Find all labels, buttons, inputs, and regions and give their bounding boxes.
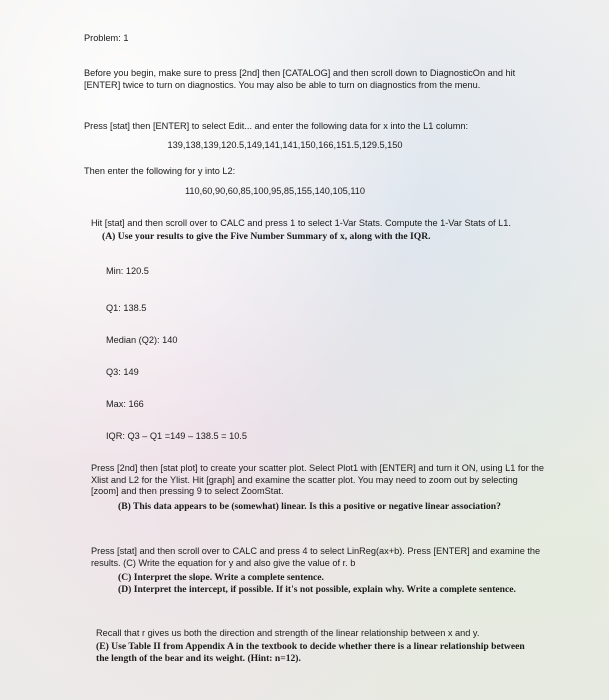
answer-iqr: IQR: Q3 – Q1 =149 – 138.5 = 10.5 bbox=[106, 431, 247, 441]
intro-instructions: Before you begin, make sure to press [2nd] then [CATALOG] and then scroll down to DiagnosticOn and hit [ENTER] twice to turn on diagnostics. You may also be able to turn on diagnostics from the menu. bbox=[84, 68, 516, 90]
recall-note: Recall that r gives us both the direction and strength of the linear relationship between x and y. bbox=[96, 628, 480, 638]
answer-max: Max: 166 bbox=[106, 399, 144, 409]
question-d: (D) Interpret the intercept, if possible. If it's not possible, explain why. Write a complete sentence. bbox=[118, 584, 516, 595]
x-data-values: 139,138,139,120.5,149,141,141,150,166,151.5,129.5,150 bbox=[167, 140, 403, 150]
question-a: (A) Use your results to give the Five Number Summary of x, along with the IQR. bbox=[102, 231, 431, 242]
step-1var-stats: Hit [stat] and then scroll over to CALC and press 1 to select 1-Var Stats. Compute the 1-Var Stats of L1. bbox=[91, 218, 511, 228]
y-data-values: 110,60,90,60,85,100,95,85,155,140,105,110 bbox=[184, 186, 365, 196]
problem-title: Problem: 1 bbox=[84, 33, 129, 43]
answer-median: Median (Q2): 140 bbox=[106, 335, 178, 345]
step-enter-x: Press [stat] then [ENTER] to select Edit... and enter the following data for x into the L1 column: bbox=[84, 121, 469, 131]
linreg-instructions: Press [stat] and then scroll over to CALC and press 4 to select LinReg(ax+b). Press [ENTER] and examine the results. (C) Write the equation for y and also give the value of r. b bbox=[91, 546, 541, 568]
question-b: (B) This data appears to be (somewhat) linear. Is this a positive or negative linear association? bbox=[118, 501, 501, 512]
question-e: (E) Use Table II from Appendix A in the textbook to decide whether there is a linear relationship between the length of the bear and its weight. (Hint: n=12). bbox=[96, 641, 525, 664]
answer-q3: Q3: 149 bbox=[106, 367, 139, 377]
scatter-plot-instructions: Press [2nd] then [stat plot] to create your scatter plot. Select Plot1 with [ENTER] and turn it ON, using L1 for the Xlist and L2 for the Ylist. Hit [graph] and examine the scatter plot. You may need to zoom out by selecting [zoom] and then pressing 9 to select ZoomStat. bbox=[91, 463, 544, 496]
answer-min: Min: 120.5 bbox=[106, 266, 149, 276]
step-enter-y: Then enter the following for y into L2: bbox=[84, 166, 236, 176]
answer-q1: Q1: 138.5 bbox=[106, 303, 147, 313]
question-c: (C) Interpret the slope. Write a complete sentence. bbox=[118, 572, 324, 583]
